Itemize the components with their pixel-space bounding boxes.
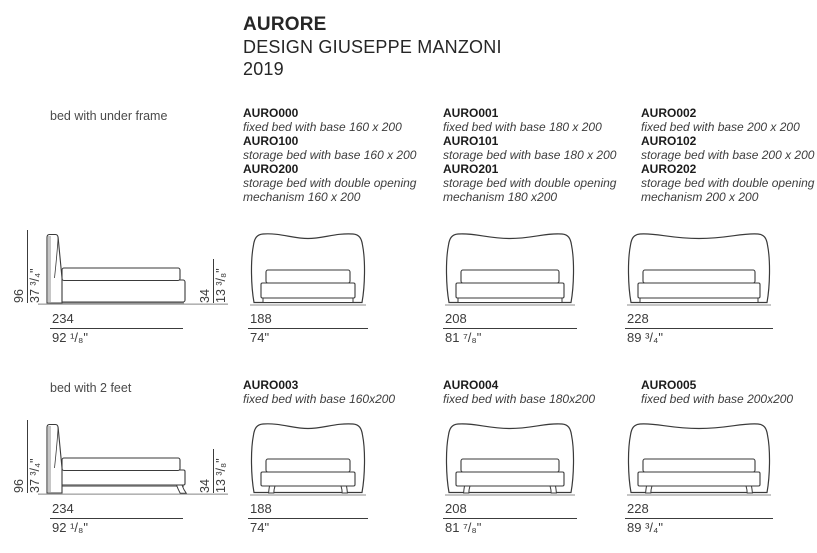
dimension-inches: 89 ³/₄" — [627, 330, 663, 345]
product-title: AURORE — [243, 14, 327, 35]
dimension-cm: 96 — [12, 479, 26, 493]
dimension-inches: 74" — [250, 330, 270, 345]
dimension-cm: 208 — [445, 501, 467, 516]
product-code: AURO202 — [641, 162, 697, 176]
product-code: AURO101 — [443, 134, 499, 148]
product-code: AURO002 — [641, 106, 697, 120]
dimension-cm: 188 — [250, 311, 272, 326]
dimension-line — [50, 328, 183, 329]
dimension-inches: 92 ¹/₈" — [52, 520, 89, 535]
dimension-inches: 81 ⁷/₈" — [445, 520, 482, 535]
width-dimension — [248, 502, 368, 535]
product-codes-column — [243, 106, 431, 204]
depth-dimension — [50, 312, 183, 345]
dimension-line — [248, 518, 368, 519]
product-desc: fixed bed with base 180x200 — [443, 392, 596, 406]
product-desc: storage bed with double opening mechanism 200 x 200 — [641, 176, 815, 204]
section-label-2-feet: bed with 2 feet — [50, 381, 132, 395]
dimension-cm: 208 — [445, 311, 467, 326]
front-view-cell — [195, 228, 427, 356]
bed-front-view-under-frame-drawing — [625, 228, 773, 310]
dimension-inches: 92 ¹/₈" — [52, 330, 89, 345]
product-codes-column — [641, 378, 817, 406]
product-code: AURO100 — [243, 134, 299, 148]
product-code: AURO001 — [443, 106, 499, 120]
dimension-line — [443, 518, 577, 519]
dimension-cm: 234 — [52, 501, 74, 516]
dimension-line — [443, 328, 577, 329]
width-dimension — [443, 502, 577, 535]
dimension-line — [50, 518, 183, 519]
base-height-dimension — [198, 449, 229, 493]
dimension-cm: 34 — [198, 289, 212, 303]
product-desc: storage bed with double opening mechanism 180 x200 — [443, 176, 617, 204]
width-dimension — [625, 502, 773, 535]
product-code: AURO003 — [243, 378, 299, 392]
front-view-cell — [590, 228, 817, 356]
dimension-cm: 234 — [52, 311, 74, 326]
dimension-inches: 13 ³/₈" — [214, 458, 228, 493]
product-header — [243, 14, 502, 80]
product-desc: fixed bed with base 180 x 200 — [443, 120, 602, 134]
dimension-inches: 37 ³/₄" — [28, 268, 42, 303]
dimension-cm: 228 — [627, 311, 649, 326]
base-height-dimension — [198, 259, 229, 303]
bed-front-view-2-feet-drawing — [625, 418, 773, 500]
product-designer: DESIGN GIUSEPPE MANZONI — [243, 37, 502, 57]
product-desc: storage bed with base 200 x 200 — [641, 148, 815, 162]
dimension-inches: 81 ⁷/₈" — [445, 330, 482, 345]
dimension-line — [248, 328, 368, 329]
dimension-cm: 96 — [12, 289, 26, 303]
dimension-line — [625, 518, 773, 519]
bed-front-view-under-frame-drawing — [443, 228, 577, 310]
product-desc: fixed bed with base 200 x 200 — [641, 120, 800, 134]
product-codes-column — [443, 106, 631, 204]
depth-dimension — [50, 502, 183, 535]
width-dimension — [248, 312, 368, 345]
product-codes-column — [443, 378, 631, 406]
bed-front-view-2-feet-drawing — [248, 418, 368, 500]
product-codes-column — [641, 106, 817, 204]
product-codes-column — [243, 378, 431, 406]
product-desc: fixed bed with base 200x200 — [641, 392, 794, 406]
product-desc: fixed bed with base 160x200 — [243, 392, 396, 406]
product-code: AURO201 — [443, 162, 499, 176]
dimension-line — [625, 328, 773, 329]
front-view-cell — [590, 418, 817, 546]
product-year: 2019 — [243, 59, 284, 79]
section-label-under-frame: bed with under frame — [50, 109, 168, 123]
dimension-inches: 13 ³/₈" — [214, 268, 228, 303]
product-desc: storage bed with base 160 x 200 — [243, 148, 417, 162]
bed-front-view-2-feet-drawing — [443, 418, 577, 500]
dimension-inches: 89 ³/₄" — [627, 520, 663, 535]
width-dimension — [625, 312, 773, 345]
dimension-inches: 74" — [250, 520, 270, 535]
product-code: AURO102 — [641, 134, 697, 148]
product-desc: storage bed with base 180 x 200 — [443, 148, 617, 162]
dimension-cm: 188 — [250, 501, 272, 516]
dimension-cm: 34 — [198, 479, 212, 493]
product-code: AURO200 — [243, 162, 299, 176]
product-code: AURO005 — [641, 378, 697, 392]
dimension-cm: 228 — [627, 501, 649, 516]
dimension-inches: 37 ³/₄" — [28, 458, 42, 493]
width-dimension — [443, 312, 577, 345]
product-desc: fixed bed with base 160 x 200 — [243, 120, 402, 134]
bed-front-view-under-frame-drawing — [248, 228, 368, 310]
product-code: AURO000 — [243, 106, 299, 120]
product-code: AURO004 — [443, 378, 499, 392]
front-view-cell — [195, 418, 427, 546]
product-desc: storage bed with double opening mechanism 160 x 200 — [243, 176, 417, 204]
